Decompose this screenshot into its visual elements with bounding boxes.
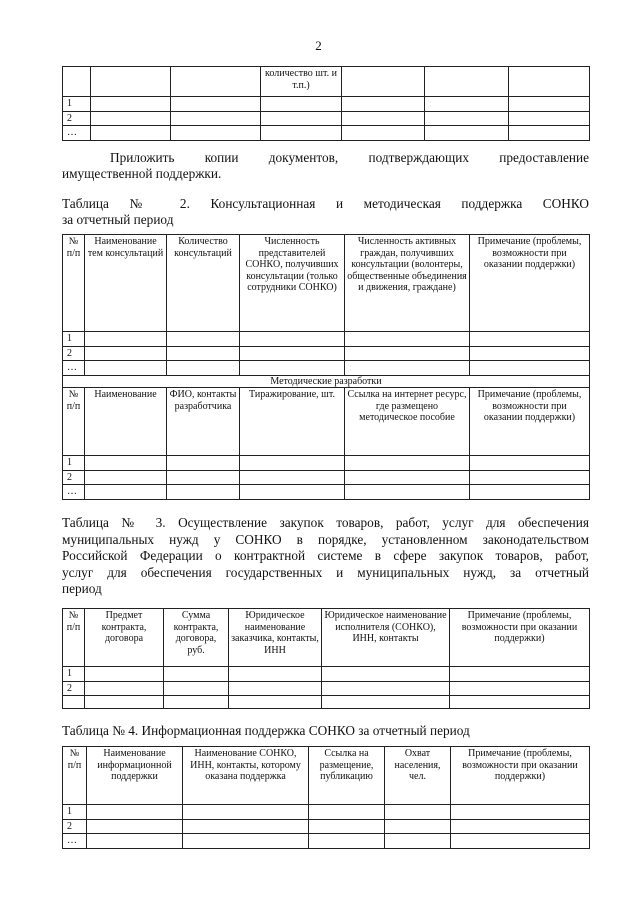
t2b-header-link: Ссылка на интернет ресурс, где размещено методическое пособие: [345, 388, 470, 456]
row-number: 1: [63, 805, 87, 820]
t2b-header-circulation: Тиражирование, шт.: [240, 388, 345, 456]
table1-continuation: [62, 66, 590, 141]
table-row: [63, 456, 590, 471]
row-number: 2: [63, 470, 85, 485]
table-row: [63, 805, 590, 820]
t2-header-representatives: Численность представителей СОНКО, получивших консультации (только сотрудники СОНКО): [240, 235, 345, 332]
table3-header-row: [63, 609, 590, 667]
table-row: [63, 681, 590, 696]
table-row: [63, 361, 590, 376]
row-number: 1: [63, 97, 91, 112]
t3-header-sum: Сумма контракта, договора, руб.: [164, 609, 229, 667]
attach-note-line2: имущественной поддержки.: [62, 166, 222, 181]
t1-cell: [509, 67, 590, 97]
table3: [62, 608, 590, 709]
row-number: 1: [63, 332, 85, 347]
section-title-row: [63, 375, 590, 388]
t3-caption-line: муниципальных нужд у СОНКО в порядке, установленном законодательством: [62, 531, 589, 547]
t4-header-note: Примечание (проблемы, возможности при оказании поддержки): [451, 747, 590, 805]
table3-caption: [62, 515, 589, 598]
table-row: [63, 667, 590, 682]
table-row: [63, 819, 590, 834]
t2-header-count: Количество консультаций: [167, 235, 240, 332]
table2-caption: Таблица № 2. Консультационная и методическая поддержка СОНКО: [62, 196, 589, 211]
t2-header-note: Примечание (проблемы, возможности при оказании поддержки): [470, 235, 590, 332]
t2-header-num: № п/п: [63, 235, 85, 332]
t4-header-link: Ссылка на размещение, публикацию: [309, 747, 385, 805]
table2-header-row: [63, 235, 590, 332]
row-number: 1: [63, 456, 85, 471]
row-number: …: [63, 485, 85, 500]
t4-header-sonko: Наименование СОНКО, ИНН, контакты, которому оказана поддержка: [183, 747, 309, 805]
table-row: [63, 834, 590, 849]
t2-header-topics: Наименование тем консультаций: [85, 235, 167, 332]
table-row: [63, 332, 590, 347]
t4-header-coverage: Охват населения, чел.: [385, 747, 451, 805]
table-row: [63, 696, 590, 709]
t1-header-quantity: количество шт. и т.п.): [261, 67, 342, 97]
row-number: …: [63, 126, 91, 141]
row-number: 1: [63, 667, 85, 682]
t1-cell: [63, 67, 91, 97]
t3-caption-line: период: [62, 581, 102, 596]
t3-caption-line: услуг для обеспечения государственных и муниципальных нужд, за отчетный: [62, 564, 589, 580]
section-title-methodical: Методические разработки: [63, 375, 590, 388]
t3-caption-line: Таблица № 3. Осуществление закупок товаров, работ, услуг для обеспечения: [62, 515, 589, 530]
row-number: 2: [63, 819, 87, 834]
table4: [62, 746, 590, 849]
table-row: [63, 470, 590, 485]
table-row: [63, 346, 590, 361]
row-number: 2: [63, 346, 85, 361]
t1-cell: [171, 67, 261, 97]
t4-header-num: № п/п: [63, 747, 87, 805]
t3-header-executor: Юридическое наименование исполнителя (СОНКО), ИНН, контакты: [322, 609, 450, 667]
table-row: [63, 126, 590, 141]
row-number: 2: [63, 111, 91, 126]
row-number: …: [63, 361, 85, 376]
t2-header-citizens: Численность активных граждан, получивших консультации (волонтеры, общественные объединения и движения, граждане): [345, 235, 470, 332]
t1-cell: [425, 67, 509, 97]
attach-note-line1: Приложить копии документов, подтверждающих предоставление: [110, 150, 589, 165]
t1-cell: [342, 67, 425, 97]
table2: [62, 234, 590, 500]
attach-note: [62, 150, 589, 167]
t1-cell: [91, 67, 171, 97]
page-number: 2: [315, 38, 322, 53]
t3-header-subject: Предмет контракта, договора: [85, 609, 164, 667]
table2-header-row2: [63, 388, 590, 456]
table-row: [63, 97, 590, 112]
t3-header-note: Примечание (проблемы, возможности при оказании поддержки): [450, 609, 590, 667]
row-number: …: [63, 834, 87, 849]
t2b-header-developer: ФИО, контакты разработчика: [167, 388, 240, 456]
t2b-header-name: Наименование: [85, 388, 167, 456]
t4-header-info: Наименование информационной поддержки: [87, 747, 183, 805]
table-row: [63, 111, 590, 126]
t3-caption-line: Российской Федерации о контрактной системе в сфере закупок товаров, работ,: [62, 548, 589, 563]
t3-header-customer: Юридическое наименование заказчика, контакты, ИНН: [229, 609, 322, 667]
row-number: 2: [63, 681, 85, 696]
table4-caption: Таблица № 4. Информационная поддержка СОНКО за отчетный период: [62, 723, 470, 738]
t3-header-num: № п/п: [63, 609, 85, 667]
t2b-header-num: № п/п: [63, 388, 85, 456]
t2b-header-note: Примечание (проблемы, возможности при оказании поддержки): [470, 388, 590, 456]
table2-caption-line2: за отчетный период: [62, 212, 174, 227]
table4-header-row: [63, 747, 590, 805]
table-row: [63, 485, 590, 500]
